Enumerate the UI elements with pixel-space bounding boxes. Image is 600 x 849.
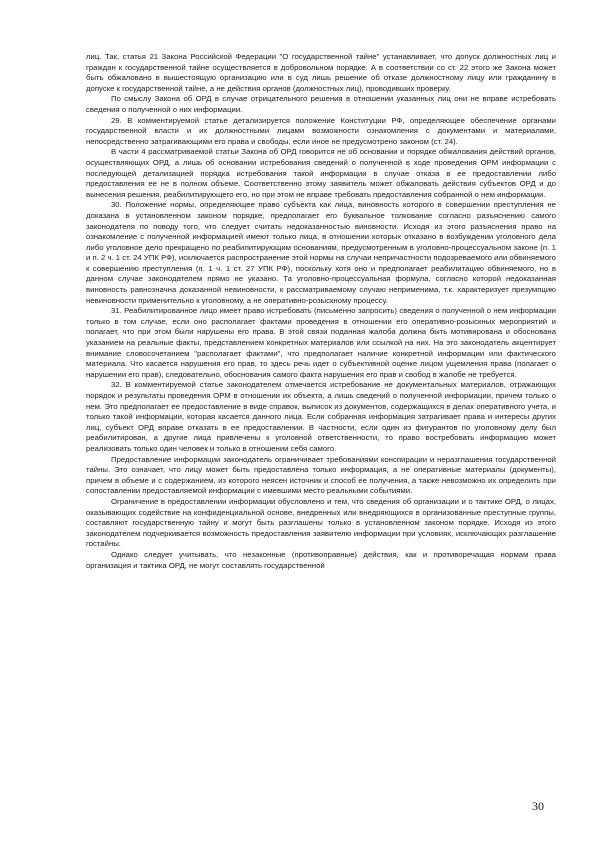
paragraph: лиц. Так, статья 21 Закона Российской Федерации "О государственной тайне" устанавливает, что допуск должностных лиц и граждан к государственной тайне осуществляется в добровольном порядке. А в соответствии со ст. 22 этого же Закона может быть обжаловано в вышестоящую организацию или в суд лишь решение об отказе должностному лицу или гражданину в допуске к государственной тайне, а не действия органов (должностных лиц), проводивших проверку. (86, 52, 556, 93)
paragraph: 32. В комментируемой статье законодателем отмечается истребование не документальных материалов, отражающих порядок и результаты проведения ОРМ в отношении их объекта, а лишь сведений о полученной информации, причем только о нем. Это предполагает ее предоставление в виде справок, выписок из документов, содержащихся в делах оперативного учета, и только такой информации, которая касается данного лица. Если собранная информация затрагивает права и интересы других лиц, субъект ОРД вправе отказать в ее предоставлении. В частности, если один из фигурантов по уголовному делу был реабилитирован, а другие лица привлечены к уголовной ответственности, то право востребовать информацию может реализовать только один человек и только в отношении себя самого. (86, 380, 556, 453)
paragraph: В части 4 рассматриваемой статьи Закона об ОРД говорится не об основании и порядке обжалования действий органов, осуществляющих ОРД, а лишь об основании истребования сведений о полученной в ходе проведения ОРМ информации с последующей детализацией порядка истребования такой информации в случае отказа в ее предоставлении либо предоставления ее не в полном объеме. Соответственно этому заявитель может обжаловать действия субъектов ОРД и до вынесения решения, реабилитирующего его, но при этом не вправе требовать предоставления собранной о нем информации. (86, 147, 556, 199)
page-number: 30 (532, 799, 544, 813)
paragraph: Предоставление информации законодатель ограничивает требованиями конспирации и неразглашения государственной тайны. Это означает, что лицу может быть предоставлена только информация, а не оперативные материалы (документы), причем в объеме и с содержанием, из которого неясен источник и способ ее получения, а также невозможно их определить при сопоставлении предоставляемой информации с имевшими место реальными событиями. (86, 454, 556, 496)
paragraph: 31. Реабилитированное лицо имеет право истребовать (письменно запросить) сведения о полученной о нем информации только в том случае, если оно располагает фактами проведения в отношении его оперативно-розыскных мероприятий и полагает, что при этом были нарушены его права. В этой связи поданная жалоба должна быть мотивирована и обоснована указанием на реальные факты, представлением конкретных материалов или ссылкой на них. На это законодатель акцентирует внимание словосочетанием "располагает фактами", что предполагает наличие конкретной информации или фактического материала. Что касается нарушения его прав, то здесь речь идет о субъективной оценке лицом ущемления права (полагает о нарушении его прав), следовательно, обоснования самого факта нарушения его прав и свобод в жалобе не требуется. (86, 306, 556, 379)
document-body (86, 52, 556, 571)
paragraph: 29. В комментируемой статье детализируется положение Конституции РФ, определяющее обеспечение органами государственной власти и их должностными лицами возможности ознакомления с документами и материалами, непосредственно затрагивающими его права и свободы, если иное не предусмотрено законом (ст. 24). (86, 115, 556, 146)
paragraph: 30. Положение нормы, определяющее право субъекта как лица, виновность которого в совершении преступления не доказана в установленном законом порядке, предполагает его буквальное толкование согласно разъяснению самого законодателя по поводу того, что следует считать недоказанностью виновности. Исходя из этого разъяснения право на ознакомление с полученной информацией имеют только лица, в отношении которых отказано в возбуждении уголовного дела либо уголовное дело прекращено по реабилитирующим основаниям, предусмотренным в уголовно-процессуальном законе (п. 1 и п. 2 ч. 1 ст. 24 УПК РФ), исключается распространение этой нормы на случаи непричастности подозреваемого или обвиняемого к совершению преступления (п. 1 ч. 1 ст. 27 УПК РФ), поскольку хотя оно и предполагает реабилитацию обвиняемого, но в данном случае законодателем прямо не указано. Та уголовно-процессуальная формула, согласно которой недоказанная виновность равнозначна доказанной невиновности, к рассматриваемому случаю неприменима, т.к. характеризует презумпцию невиновности применительно к уголовному, а не оперативно-розыскному процессу. (86, 200, 556, 305)
paragraph: По смыслу Закона об ОРД в случае отрицательного решения в отношении указанных лиц они не вправе истребовать сведения о полученной о них информации. (86, 94, 556, 114)
paragraph: Однако следует учитывать, что незаконные (противоправные) действия, как и противоречащая нормам права организация и тактика ОРД, не могут составлять государственной (86, 549, 556, 570)
paragraph: Ограничение в предоставлении информации обусловлено и тем, что сведения об организации и о тактике ОРД, о лицах, оказывающих содействие на конфиденциальной основе, внедренных или внедряющихся в организованные преступные группы, составляют государственную тайну и могут быть разглашены только в установленном законом порядке. Исходя из этого законодателем подчеркивается возможность предоставления заявителю информации при условиях, исключающих разглашение гостайны. (86, 496, 556, 549)
